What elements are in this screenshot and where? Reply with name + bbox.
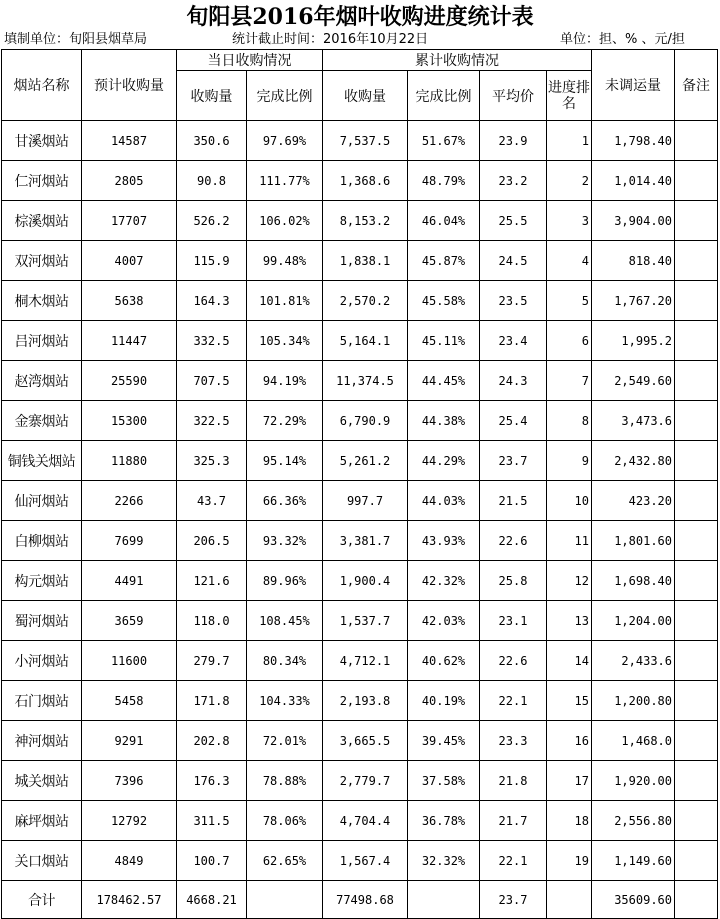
cum-ratio-cell: 40.62% [408, 641, 480, 681]
table-row [2, 521, 718, 561]
rank-cell: 1 [547, 121, 592, 161]
table-row [2, 641, 718, 681]
rank-cell: 19 [547, 841, 592, 881]
daily-amount-cell: 4668.21 [177, 881, 247, 919]
station-name-cell: 石门烟站 [2, 681, 82, 721]
station-name-cell: 双河烟站 [2, 241, 82, 281]
daily-ratio-cell: 80.34% [247, 641, 323, 681]
daily-amount-cell: 118.0 [177, 601, 247, 641]
remark-cell [675, 521, 718, 561]
table-row [2, 321, 718, 361]
table-row [2, 681, 718, 721]
daily-amount-cell: 322.5 [177, 401, 247, 441]
cum-ratio-cell: 37.58% [408, 761, 480, 801]
untransferred-cell: 1,767.20 [592, 281, 675, 321]
station-name-cell: 白柳烟站 [2, 521, 82, 561]
avg-price-cell: 24.3 [480, 361, 547, 401]
untransferred-cell: 35609.60 [592, 881, 675, 919]
avg-price-cell: 21.7 [480, 801, 547, 841]
avg-price-cell: 25.8 [480, 561, 547, 601]
table-row [2, 121, 718, 161]
remark-cell [675, 881, 718, 919]
header-cumulative-group: 累计收购情况 [323, 50, 592, 71]
rank-cell: 15 [547, 681, 592, 721]
rank-cell: 4 [547, 241, 592, 281]
avg-price-cell: 25.5 [480, 201, 547, 241]
table-row [2, 161, 718, 201]
cum-ratio-cell: 36.78% [408, 801, 480, 841]
rank-cell: 11 [547, 521, 592, 561]
untransferred-cell: 2,556.80 [592, 801, 675, 841]
station-name-cell: 棕溪烟站 [2, 201, 82, 241]
daily-ratio-cell: 104.33% [247, 681, 323, 721]
remark-cell [675, 481, 718, 521]
planned-cell: 11880 [82, 441, 177, 481]
cum-amount-cell: 5,164.1 [323, 321, 408, 361]
daily-amount-cell: 90.8 [177, 161, 247, 201]
daily-ratio-cell: 97.69% [247, 121, 323, 161]
planned-cell: 15300 [82, 401, 177, 441]
cum-ratio-cell: 44.45% [408, 361, 480, 401]
table-row [2, 481, 718, 521]
avg-price-cell: 21.8 [480, 761, 547, 801]
cum-ratio-cell: 42.32% [408, 561, 480, 601]
untransferred-cell: 3,473.6 [592, 401, 675, 441]
rank-cell: 6 [547, 321, 592, 361]
remark-cell [675, 561, 718, 601]
remark-cell [675, 241, 718, 281]
planned-cell: 25590 [82, 361, 177, 401]
rank-cell: 17 [547, 761, 592, 801]
cum-ratio-cell: 51.67% [408, 121, 480, 161]
rank-cell: 16 [547, 721, 592, 761]
planned-cell: 11600 [82, 641, 177, 681]
table-row [2, 281, 718, 321]
daily-amount-cell: 43.7 [177, 481, 247, 521]
cum-amount-cell: 77498.68 [323, 881, 408, 919]
remark-cell [675, 361, 718, 401]
daily-ratio-cell: 72.01% [247, 721, 323, 761]
avg-price-cell: 23.1 [480, 601, 547, 641]
cum-amount-cell: 2,570.2 [323, 281, 408, 321]
rank-cell: 8 [547, 401, 592, 441]
table-row [2, 401, 718, 441]
avg-price-cell: 23.7 [480, 441, 547, 481]
header-planned: 预计收购量 [82, 50, 177, 121]
station-name-cell: 桐木烟站 [2, 281, 82, 321]
planned-cell: 4007 [82, 241, 177, 281]
cum-amount-cell: 1,838.1 [323, 241, 408, 281]
avg-price-cell: 23.5 [480, 281, 547, 321]
avg-price-cell: 23.9 [480, 121, 547, 161]
cum-amount-cell: 1,368.6 [323, 161, 408, 201]
avg-price-cell: 23.7 [480, 881, 547, 919]
table-row [2, 201, 718, 241]
remark-cell [675, 841, 718, 881]
planned-cell: 3659 [82, 601, 177, 641]
untransferred-cell: 2,433.6 [592, 641, 675, 681]
remark-cell [675, 641, 718, 681]
untransferred-cell: 1,468.0 [592, 721, 675, 761]
header-untransferred: 未调运量 [592, 50, 675, 121]
daily-ratio-cell: 108.45% [247, 601, 323, 641]
rank-cell: 10 [547, 481, 592, 521]
cum-amount-cell: 8,153.2 [323, 201, 408, 241]
cum-ratio-cell: 48.79% [408, 161, 480, 201]
avg-price-cell: 21.5 [480, 481, 547, 521]
header-rank: 进度排名 [547, 71, 592, 121]
station-name-cell: 小河烟站 [2, 641, 82, 681]
cum-amount-cell: 3,665.5 [323, 721, 408, 761]
untransferred-cell: 1,014.40 [592, 161, 675, 201]
header-remark: 备注 [675, 50, 718, 121]
daily-ratio-cell: 94.19% [247, 361, 323, 401]
untransferred-cell: 818.40 [592, 241, 675, 281]
planned-cell: 11447 [82, 321, 177, 361]
planned-cell: 14587 [82, 121, 177, 161]
report-title: 旬阳县2016年烟叶收购进度统计表 [186, 4, 534, 30]
station-name-cell: 仙河烟站 [2, 481, 82, 521]
remark-cell [675, 281, 718, 321]
planned-cell: 7396 [82, 761, 177, 801]
table-row [2, 801, 718, 841]
remark-cell [675, 761, 718, 801]
header-avg-price: 平均价 [480, 71, 547, 121]
rank-cell [547, 881, 592, 919]
daily-amount-cell: 115.9 [177, 241, 247, 281]
untransferred-cell: 1,995.2 [592, 321, 675, 361]
station-name-cell: 关口烟站 [2, 841, 82, 881]
table-row [2, 561, 718, 601]
header-daily-ratio: 完成比例 [247, 71, 323, 121]
cum-amount-cell: 1,567.4 [323, 841, 408, 881]
daily-amount-cell: 311.5 [177, 801, 247, 841]
untransferred-cell: 1,204.00 [592, 601, 675, 641]
station-name-cell: 蜀河烟站 [2, 601, 82, 641]
station-name-cell: 合计 [2, 881, 82, 919]
daily-ratio-cell: 62.65% [247, 841, 323, 881]
planned-cell: 4491 [82, 561, 177, 601]
rank-cell: 18 [547, 801, 592, 841]
untransferred-cell: 1,200.80 [592, 681, 675, 721]
cum-ratio-cell: 44.38% [408, 401, 480, 441]
untransferred-cell: 423.20 [592, 481, 675, 521]
daily-amount-cell: 171.8 [177, 681, 247, 721]
planned-cell: 17707 [82, 201, 177, 241]
planned-cell: 178462.57 [82, 881, 177, 919]
untransferred-cell: 2,432.80 [592, 441, 675, 481]
cum-amount-cell: 4,712.1 [323, 641, 408, 681]
daily-amount-cell: 206.5 [177, 521, 247, 561]
table-row [2, 361, 718, 401]
station-name-cell: 城关烟站 [2, 761, 82, 801]
station-name-cell: 麻坪烟站 [2, 801, 82, 841]
daily-ratio-cell [247, 881, 323, 919]
remark-cell [675, 601, 718, 641]
cum-amount-cell: 7,537.5 [323, 121, 408, 161]
daily-ratio-cell: 78.06% [247, 801, 323, 841]
daily-ratio-cell: 95.14% [247, 441, 323, 481]
avg-price-cell: 23.3 [480, 721, 547, 761]
untransferred-cell: 1,698.40 [592, 561, 675, 601]
cum-amount-cell: 2,193.8 [323, 681, 408, 721]
planned-cell: 5638 [82, 281, 177, 321]
table-body [2, 121, 718, 919]
cum-amount-cell: 2,779.7 [323, 761, 408, 801]
units-note: 单位：担、% 、元/担 [560, 32, 685, 47]
cum-ratio-cell [408, 881, 480, 919]
rank-cell: 12 [547, 561, 592, 601]
remark-cell [675, 161, 718, 201]
table-row [2, 601, 718, 641]
header-station: 烟站名称 [2, 50, 82, 121]
avg-price-cell: 22.1 [480, 841, 547, 881]
header-daily-amount: 收购量 [177, 71, 247, 121]
station-name-cell: 铜钱关烟站 [2, 441, 82, 481]
remark-cell [675, 201, 718, 241]
rank-cell: 14 [547, 641, 592, 681]
untransferred-cell: 1,801.60 [592, 521, 675, 561]
remark-cell [675, 681, 718, 721]
daily-amount-cell: 279.7 [177, 641, 247, 681]
cum-ratio-cell: 44.29% [408, 441, 480, 481]
planned-cell: 9291 [82, 721, 177, 761]
daily-amount-cell: 176.3 [177, 761, 247, 801]
cum-amount-cell: 1,537.7 [323, 601, 408, 641]
daily-amount-cell: 164.3 [177, 281, 247, 321]
station-name-cell: 赵湾烟站 [2, 361, 82, 401]
station-name-cell: 吕河烟站 [2, 321, 82, 361]
header-daily-group: 当日收购情况 [177, 50, 323, 71]
planned-cell: 7699 [82, 521, 177, 561]
cum-ratio-cell: 43.93% [408, 521, 480, 561]
daily-amount-cell: 100.7 [177, 841, 247, 881]
cutoff-date: 统计截止时间：2016年10月22日 [232, 32, 429, 47]
header-cum-ratio: 完成比例 [408, 71, 480, 121]
cum-ratio-cell: 39.45% [408, 721, 480, 761]
daily-ratio-cell: 106.02% [247, 201, 323, 241]
daily-amount-cell: 707.5 [177, 361, 247, 401]
planned-cell: 12792 [82, 801, 177, 841]
avg-price-cell: 23.2 [480, 161, 547, 201]
station-name-cell: 金寨烟站 [2, 401, 82, 441]
rank-cell: 7 [547, 361, 592, 401]
avg-price-cell: 22.6 [480, 521, 547, 561]
daily-ratio-cell: 105.34% [247, 321, 323, 361]
cum-amount-cell: 5,261.2 [323, 441, 408, 481]
untransferred-cell: 1,149.60 [592, 841, 675, 881]
planned-cell: 4849 [82, 841, 177, 881]
cum-amount-cell: 997.7 [323, 481, 408, 521]
table-row [2, 841, 718, 881]
remark-cell [675, 321, 718, 361]
daily-ratio-cell: 101.81% [247, 281, 323, 321]
daily-ratio-cell: 93.32% [247, 521, 323, 561]
daily-ratio-cell: 99.48% [247, 241, 323, 281]
cum-ratio-cell: 40.19% [408, 681, 480, 721]
total-row [2, 881, 718, 919]
table-row [2, 721, 718, 761]
avg-price-cell: 25.4 [480, 401, 547, 441]
untransferred-cell: 1,920.00 [592, 761, 675, 801]
planned-cell: 2805 [82, 161, 177, 201]
rank-cell: 13 [547, 601, 592, 641]
rank-cell: 5 [547, 281, 592, 321]
reporting-unit: 填制单位：旬阳县烟草局 [4, 32, 148, 47]
daily-ratio-cell: 89.96% [247, 561, 323, 601]
avg-price-cell: 22.6 [480, 641, 547, 681]
cum-amount-cell: 6,790.9 [323, 401, 408, 441]
avg-price-cell: 24.5 [480, 241, 547, 281]
remark-cell [675, 121, 718, 161]
cum-ratio-cell: 45.11% [408, 321, 480, 361]
cum-ratio-cell: 44.03% [408, 481, 480, 521]
remark-cell [675, 441, 718, 481]
daily-amount-cell: 202.8 [177, 721, 247, 761]
untransferred-cell: 1,798.40 [592, 121, 675, 161]
daily-amount-cell: 325.3 [177, 441, 247, 481]
daily-amount-cell: 332.5 [177, 321, 247, 361]
cum-amount-cell: 11,374.5 [323, 361, 408, 401]
remark-cell [675, 401, 718, 441]
avg-price-cell: 23.4 [480, 321, 547, 361]
remark-cell [675, 801, 718, 841]
station-name-cell: 甘溪烟站 [2, 121, 82, 161]
cum-amount-cell: 3,381.7 [323, 521, 408, 561]
table-row [2, 761, 718, 801]
planned-cell: 5458 [82, 681, 177, 721]
daily-ratio-cell: 78.88% [247, 761, 323, 801]
avg-price-cell: 22.1 [480, 681, 547, 721]
daily-amount-cell: 526.2 [177, 201, 247, 241]
remark-cell [675, 721, 718, 761]
cum-amount-cell: 4,704.4 [323, 801, 408, 841]
daily-ratio-cell: 66.36% [247, 481, 323, 521]
table-row [2, 441, 718, 481]
header-cum-amount: 收购量 [323, 71, 408, 121]
cum-ratio-cell: 46.04% [408, 201, 480, 241]
untransferred-cell: 2,549.60 [592, 361, 675, 401]
cum-ratio-cell: 42.03% [408, 601, 480, 641]
purchase-progress-table [1, 49, 718, 919]
cum-ratio-cell: 45.87% [408, 241, 480, 281]
station-name-cell: 构元烟站 [2, 561, 82, 601]
cum-amount-cell: 1,900.4 [323, 561, 408, 601]
rank-cell: 2 [547, 161, 592, 201]
daily-ratio-cell: 111.77% [247, 161, 323, 201]
rank-cell: 3 [547, 201, 592, 241]
cum-ratio-cell: 32.32% [408, 841, 480, 881]
daily-amount-cell: 121.6 [177, 561, 247, 601]
cum-ratio-cell: 45.58% [408, 281, 480, 321]
station-name-cell: 仁河烟站 [2, 161, 82, 201]
rank-cell: 9 [547, 441, 592, 481]
planned-cell: 2266 [82, 481, 177, 521]
daily-ratio-cell: 72.29% [247, 401, 323, 441]
station-name-cell: 神河烟站 [2, 721, 82, 761]
daily-amount-cell: 350.6 [177, 121, 247, 161]
table-row [2, 241, 718, 281]
untransferred-cell: 3,904.00 [592, 201, 675, 241]
